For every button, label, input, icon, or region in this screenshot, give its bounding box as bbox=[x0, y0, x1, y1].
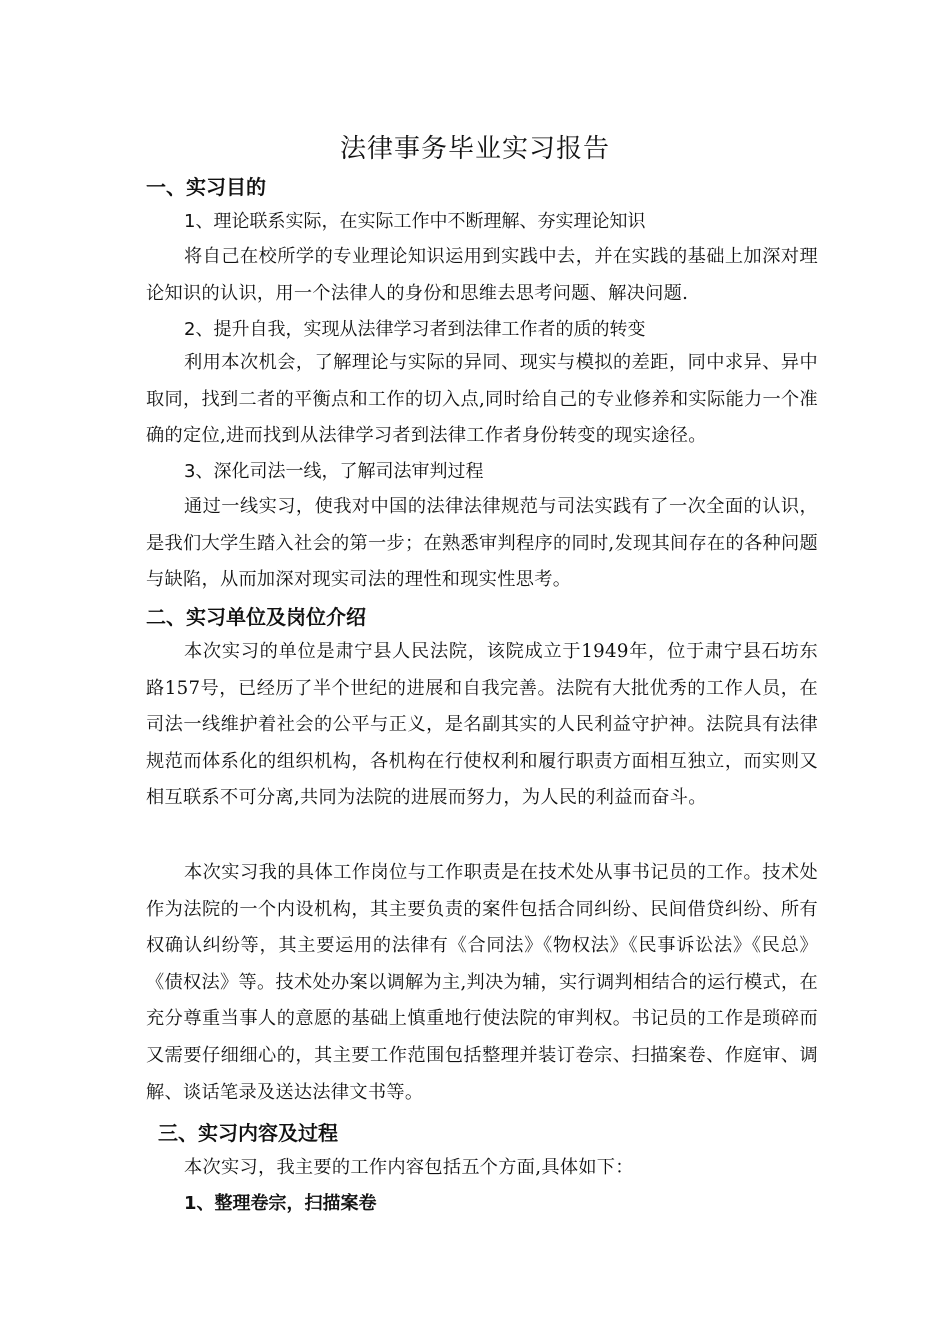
paragraph-2-1: 本次实习的单位是肃宁县人民法院，该院成立于1949年，位于肃宁县石坊东路157号，已经历了半个世纪的进展和自我完善。法院有大批优秀的工作人员，在司法一线维护着社会的公平与正义，是名副其实的人民利益守护神。法院具有法律规范而体系化的组织机构，各机构在行使权利和履行职责方面相互独立，而实则又相互联系不可分离,共同为法院的进展而努力，为人民的利益而奋斗。 bbox=[146, 641, 818, 809]
section-heading-3: 三、实习内容及过程 bbox=[158, 1121, 338, 1145]
subheading-1-2: 2、提升自我，实现从法律学习者到法律工作者的质的转变 bbox=[184, 319, 646, 340]
paragraph-2-2: 本次实习我的具体工作岗位与工作职责是在技术处从事书记员的工作。技术处作为法院的一个内设机构，其主要负责的案件包括合同纠纷、民间借贷纠纷、所有权确认纠纷等，其主要运用的法律有《合同法》《物权法》《民事诉讼法》《民总》《债权法》等。技术处办案以调解为主,判决为辅，实行调判相结合的运行模式，在充分尊重当事人的意愿的基础上慎重地行使法院的审判权。书记员的工作是琐碎而又需要仔细细心的，其主要工作范围包括整理并装订卷宗、扫描案卷、作庭审、调解、谈话笔录及送达法律文书等。 bbox=[146, 862, 818, 1103]
paragraph-3-intro: 本次实习，我主要的工作内容包括五个方面,具体如下： bbox=[184, 1157, 634, 1178]
paragraph-1-3: 通过一线实习，使我对中国的法律法律规范与司法实践有了一次全面的认识，是我们大学生踏入社会的第一步；在熟悉审判程序的同时,发现其间存在的各种问题与缺陷，从而加深对现实司法的理性和现实性思考。 bbox=[146, 496, 818, 591]
subheading-3-1: 1、整理卷宗，扫描案卷 bbox=[184, 1193, 377, 1214]
subheading-1-1: 1、理论联系实际，在实际工作中不断理解、夯实理论知识 bbox=[184, 211, 646, 232]
section-heading-2: 二、实习单位及岗位介绍 bbox=[146, 605, 366, 629]
document-title: 法律事务毕业实习报告 bbox=[339, 134, 610, 164]
paragraph-1-2: 利用本次机会，了解理论与实际的异同、现实与模拟的差距，同中求异、异中取同，找到二者的平衡点和工作的切入点,同时给自己的专业修养和实际能力一个准确的定位,进而找到从法律学习者到法律工作者身份转变的现实途径。 bbox=[146, 352, 818, 447]
subheading-1-3: 3、深化司法一线，了解司法审判过程 bbox=[184, 461, 484, 482]
section-heading-1: 一、实习目的 bbox=[146, 175, 266, 199]
paragraph-1-1: 将自己在校所学的专业理论知识运用到实践中去，并在实践的基础上加深对理论知识的认识，用一个法律人的身份和思维去思考问题、解决问题. bbox=[146, 246, 818, 304]
